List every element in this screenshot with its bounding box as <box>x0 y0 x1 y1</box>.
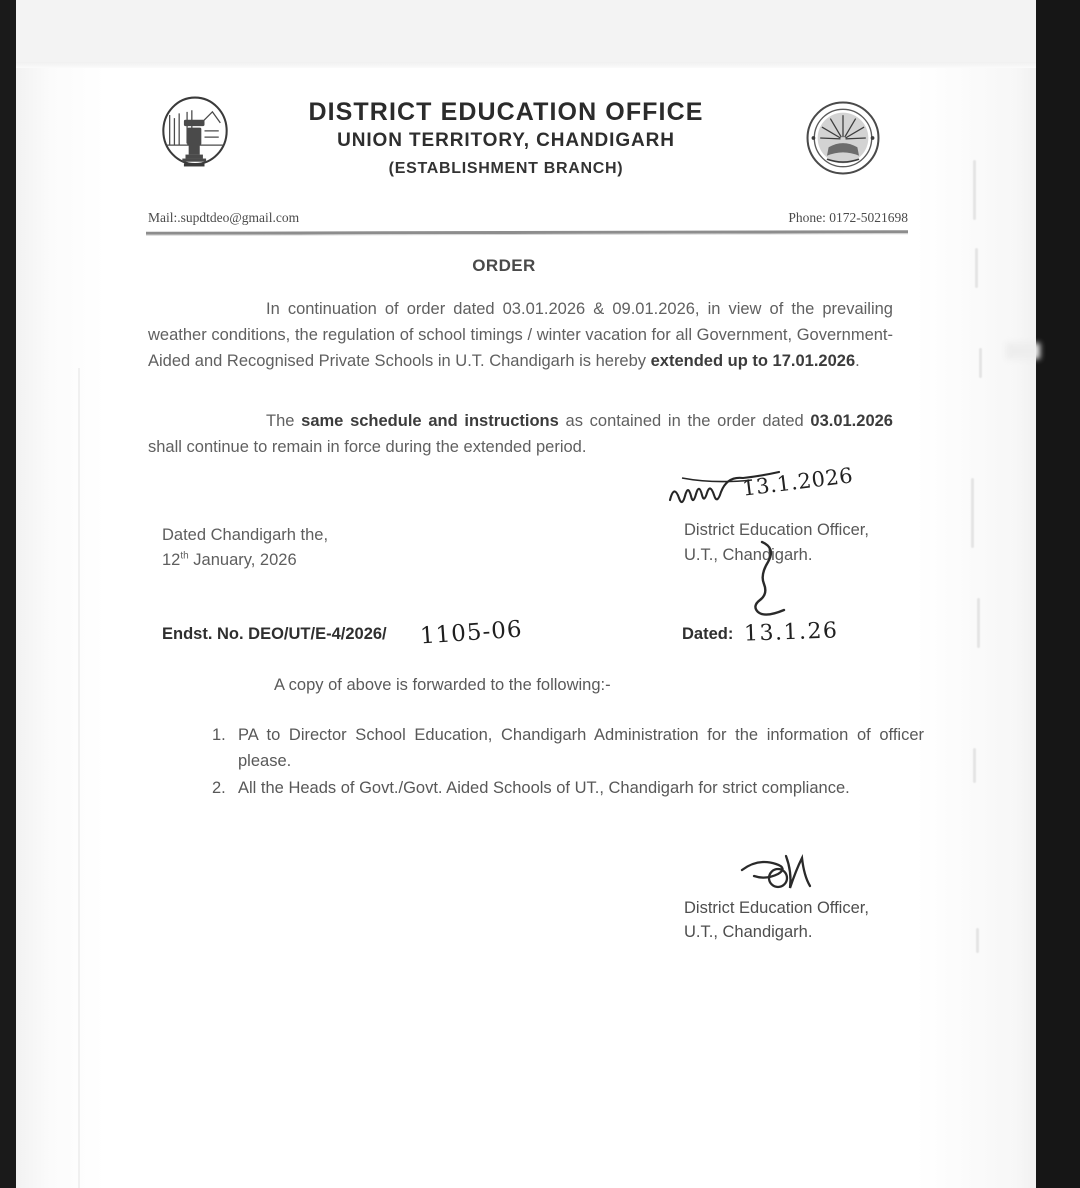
contact-row <box>148 210 908 226</box>
scanner-bezel-right <box>1036 0 1080 1188</box>
handwritten-date-upper: 13.1.2026 <box>740 463 855 501</box>
handwritten-flourish <box>732 538 802 616</box>
phone-text: Phone: 0172-5021698 <box>788 210 908 225</box>
paragraph-2-bold-2: 03.01.2026 <box>810 412 893 430</box>
paragraph-2-part-3: shall continue to remain in force during the extended period. <box>148 438 587 457</box>
letterhead <box>136 90 896 202</box>
office-title-line-1: DISTRICT EDUCATION OFFICE <box>308 98 704 126</box>
endorsement-dated-label: Dated: <box>682 625 734 643</box>
signature-block-lower <box>684 896 869 945</box>
dated-month-year: January, 2026 <box>188 550 297 569</box>
letterhead-titles <box>246 98 766 178</box>
signature-upper-line-1: District Education Officer, <box>684 521 869 539</box>
signature-lower-line-2: U.T., Chandigarh. <box>684 923 813 942</box>
scanner-top-band <box>16 0 1036 68</box>
dated-line-2 <box>162 548 328 573</box>
list-item-number: 2. <box>212 779 226 798</box>
paragraph-2 <box>148 408 893 460</box>
list-item <box>212 776 924 802</box>
office-title-line-3: (ESTABLISHMENT BRANCH) <box>388 159 624 177</box>
signature-upper-line-2: U.T., Chandigarh. <box>684 545 813 564</box>
paragraph-2-bold-1: same schedule and instructions <box>301 412 559 430</box>
dated-line-1: Dated Chandigarh the, <box>162 526 329 544</box>
copy-forwarded-line: A copy of above is forwarded to the following:- <box>274 676 611 694</box>
paragraph-1 <box>148 296 893 374</box>
handwritten-endorsement-date: 13.1.26 <box>743 618 839 647</box>
official-seal-emblem <box>804 100 882 176</box>
dated-day-suffix: th <box>180 550 189 562</box>
paragraph-1-bold-1: extended up to 17.01.2026 <box>650 352 856 371</box>
list-item <box>212 723 924 774</box>
dated-place-block <box>162 523 328 573</box>
paragraph-2-part-2: as contained in the order dated <box>558 412 811 430</box>
document-page <box>16 68 1036 1188</box>
chandigarh-open-hand-emblem <box>154 96 236 172</box>
mail-text: Mail:.supdtdeo@gmail.com <box>148 210 300 225</box>
office-title-line-2: UNION TERRITORY, CHANDIGARH <box>337 130 675 151</box>
scanner-bezel-left <box>0 0 16 1188</box>
list-item-text: PA to Director School Education, Chandigarh Administration for the information of officer please. <box>238 726 924 770</box>
order-heading: ORDER <box>472 256 536 275</box>
endorsement-number-label: Endst. No. DEO/UT/E-4/2026/ <box>162 625 387 643</box>
handwritten-endorsement-number: 1105-06 <box>419 616 524 650</box>
paragraph-1-part-1: In continuation of order dated 03.01.2026 & 09.01.2026, in view of the prevailing weather conditions, the regulation of school timings / winter vacation for all Government, Government-Aided and Recognised Private Schools in U.T. Chandigarh is hereby <box>148 300 893 371</box>
paragraph-1-part-2: . <box>855 352 860 371</box>
signature-lower-line-1: District Education Officer, <box>684 899 869 917</box>
dated-day: 12 <box>162 550 181 569</box>
document-body <box>16 68 1036 1188</box>
list-item-text: All the Heads of Govt./Govt. Aided Schools of UT., Chandigarh for strict compliance. <box>238 779 850 798</box>
letterhead-divider <box>146 230 908 235</box>
recipients-list <box>212 723 924 804</box>
handwritten-signature-lower <box>738 852 842 896</box>
list-item-number: 1. <box>212 726 226 744</box>
paragraph-2-part-1: The <box>266 412 302 430</box>
